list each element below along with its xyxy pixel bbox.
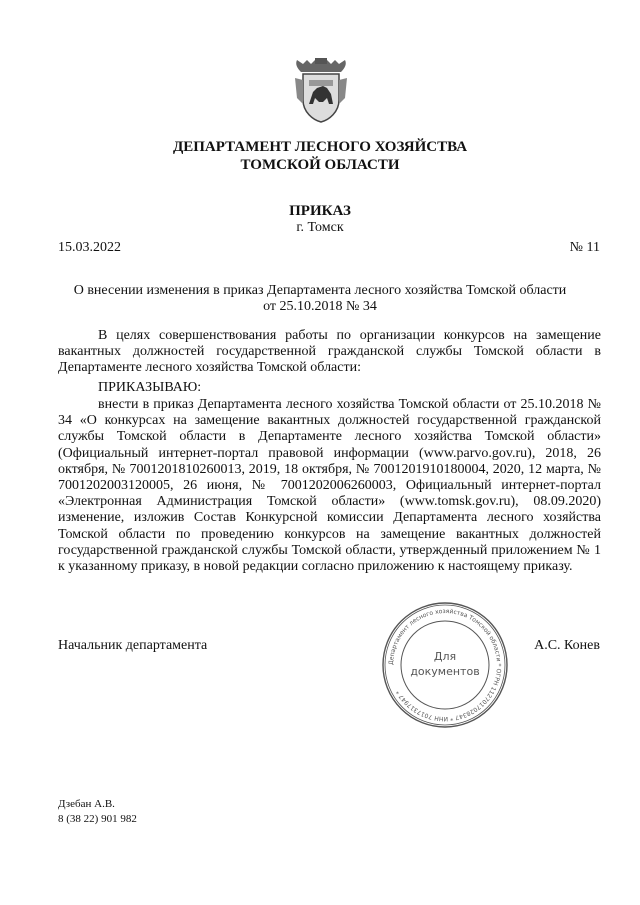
stamp-center-line2: документов xyxy=(410,665,480,678)
subject-line1: О внесении изменения в приказ Департамента лесного хозяйства Томской области xyxy=(73,283,567,298)
subject xyxy=(0,283,640,315)
doc-type-title: ПРИКАЗ xyxy=(289,203,351,219)
subject-line2: от 25.10.2018 № 34 xyxy=(263,299,377,314)
stamp-ring-text: Департамент лесного хозяйства Томской области * ОГРН 1127017028347 * ИНН 7017317947 * xyxy=(387,607,503,723)
coat-of-arms-icon xyxy=(293,58,349,124)
signatory-name: А.С. Конев xyxy=(534,638,600,653)
stamp-center-line1: Для xyxy=(433,650,457,663)
executor-name: Дзебан А.В. xyxy=(58,798,115,810)
org-name-line2: ТОМСКОЙ ОБЛАСТИ xyxy=(240,157,400,173)
signatory-role: Начальник департамента xyxy=(58,638,208,653)
doc-date: 15.03.2022 xyxy=(58,240,121,255)
official-stamp xyxy=(380,600,510,730)
doc-number: № 11 xyxy=(569,240,600,255)
org-name-line1: ДЕПАРТАМЕНТ ЛЕСНОГО ХОЗЯЙСТВА xyxy=(172,139,468,155)
city: г. Томск xyxy=(296,220,344,235)
order-word: ПРИКАЗЫВАЮ: xyxy=(98,380,202,395)
executor-phone: 8 (38 22) 901 982 xyxy=(58,813,137,825)
preamble-paragraph: В целях совершенствования работы по организации конкурсов на замещение вакантных должностей государственной гражданской службы Томской области в Департаменте лесного хозяйства Томской области: xyxy=(58,328,601,376)
order-paragraph: внести в приказ Департамента лесного хозяйства Томской области от 25.10.2018 № 34 «О конкурсах на замещение вакантных должностей государственной гражданской службы Томской области в Департаменте лесного хозяйства Томской области» (Официальный интернет-портал правовой информации (www.parvo.gov.ru), 2018, 26 октября, № 7001201810260013, 2019, 18 октября, № 7001201910180004, 2020, 12 марта, № 7001202003120005, 26 июня, № 7001202006260003, Официальный интернет-портал «Электронная Администрация Томской области» (www.tomsk.gov.ru), 08.09.2020) изменение, изложив Состав Конкурсной комиссии Департамента лесного хозяйства Томской области по проведению конкурсов на замещение вакантных должностей государственной гражданской службы Томской области, утвержденный приложением № 1 к указанному приказу, в новой редакции согласно приложению к настоящему приказу. xyxy=(58,397,601,575)
